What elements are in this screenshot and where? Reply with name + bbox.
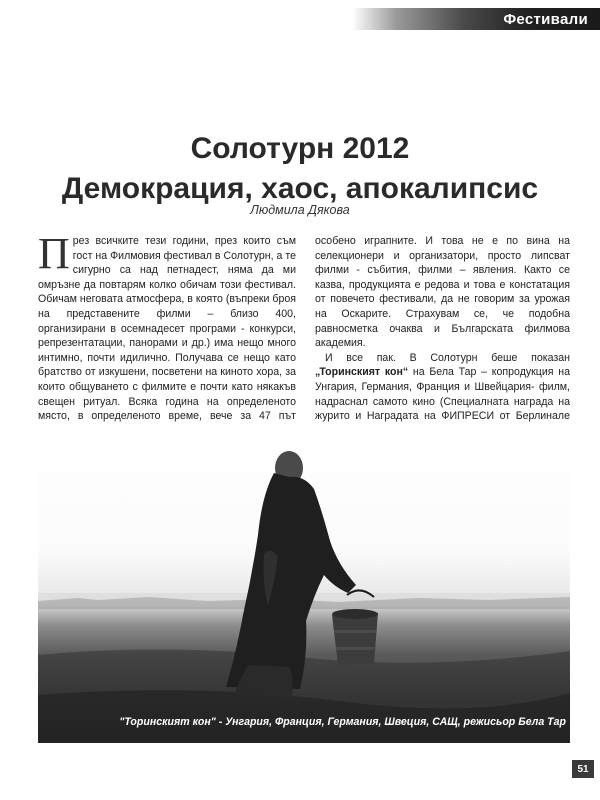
film-title: „Торинският кон“	[315, 366, 409, 379]
article-title: Солотурн 2012	[190, 132, 410, 165]
paragraph-text: рез всичките тези години, през които съм гост на Филмовия фестивал в Солотурн, а те сигурно са над петнадест, няма да ми омръзне да повтарям колко обичам този фестивал. Обичам неговата атмосфера, в която (въпреки броя на представените филми – близо 400, организирани в осемнадесет програми - конкурси, репрезентатации, панорами и др.) има нещо много интимно, почти идилично. Получава се нещо като братство от изкушени, посветени на киното хора, за които общуването с филмите е почти като някакъв свещен ритуал. Всяка година на определеното място, в определеното време, вече за 47 път	[38, 235, 296, 423]
section-label: Фестивали	[503, 10, 588, 28]
drop-cap: П	[38, 229, 70, 278]
paragraph: особено играпните. И това не е по вина на селекционери и организатори, просто липсват филми - събития, филми – явления. Както се казва, продукцията е редова и това е констатация от повечето фестивали, да не говорим за урожая на Оскарите. Страхувам се, че подобна равносметка очаква и Българската филмова академия.	[315, 235, 570, 350]
paragraph-text: на Бела Тар – копродукция на Унгария, Германия, Франция и Швейцария- филм, надраснал самото кино (Специалната награда на журито и Наградата на ФИПРЕСИ от Берлинале	[315, 366, 570, 423]
film-still-illustration	[38, 425, 570, 743]
section-tab	[352, 8, 600, 30]
film-still-photo	[38, 425, 570, 743]
page-number: 51	[572, 760, 594, 778]
article-author: Людмила Дякова	[250, 203, 350, 217]
figure-woman	[226, 451, 378, 697]
article-subtitle: Демокрация, хаос, апокалипсис	[61, 172, 539, 205]
photo-caption: "Торинският кон" - Унгария, Франция, Германия, Швеция, САЩ, режисьор Бела Тар	[119, 716, 566, 728]
paragraph-text: И все пак. В Солотурн беше показан	[325, 351, 570, 364]
